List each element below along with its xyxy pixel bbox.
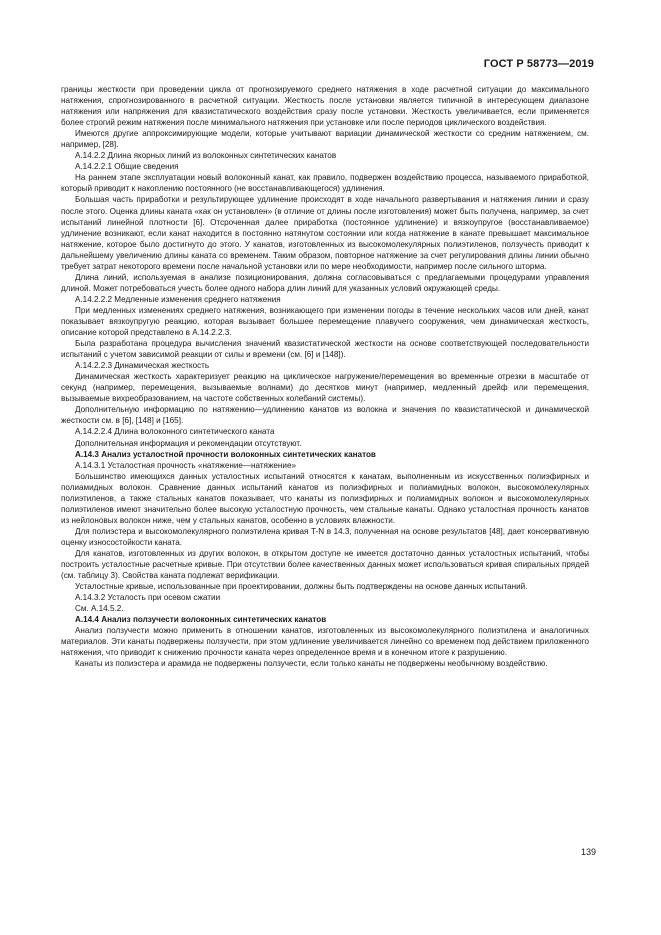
paragraph: А.14.2.2.1 Общие сведения — [75, 162, 179, 172]
paragraph: Имеются другие аппроксимирующие модели, которые учитывают вариации динамической жесткости со средним натяжением, см. например, [28]. — [61, 129, 589, 150]
paragraph: Была разработана процедура вычисления значений квазистатической жесткости на основе соответствующей последовательности испытаний с учетом зависимой реакции от силы и времени (см. [6] и [148]). — [61, 339, 589, 360]
section-heading: А.14.3 Анализ усталостной прочности волоконных синтетических канатов — [75, 449, 376, 459]
paragraph: Динамическая жесткость характеризует реакцию на циклическое нагружение/перемещения во временные отрезки в масштабе от секунд (например, перемещения, вызываемые волнами) до десятков минут (например, медленный дрейф или перемещения, вызываемые вихреобразованием, на частоте собственных колебаний системы). — [61, 372, 589, 404]
paragraph: А.14.2.2.2 Медленные изменения среднего натяжения — [75, 294, 281, 304]
section-heading: А.14.4 Анализ ползучести волоконных синтетических канатов — [75, 615, 327, 625]
paragraph: А.14.3.2 Усталость при осевом сжатии — [75, 593, 221, 603]
paragraph: А.14.2.2 Длина якорных линий из волоконных синтетических канатов — [75, 151, 337, 161]
paragraph: А.14.2.2.3 Динамическая жесткость — [75, 361, 210, 371]
paragraph: Длина линий, используемая в анализе позиционирования, должна согласовываться с предлагаемыми процедурами управления длиной. Может потребоваться учесть более одного набора длин линий для указанных условий окружающей среды. — [61, 272, 589, 293]
paragraph: Большинство имеющихся данных усталостных испытаний относятся к канатам, выполненным из искусственных полиэфирных и полиамидных волокон. Сравнение данных испытаний канатов из полиэфирных и полиамидных волокон, высокомолекулярных полиэтиленов, а также стальных канатов показывает, что канаты из полиэфирных и полиамидных волокон и высокомолекулярных полиэтиленов имеют значительно более высокую усталостную прочность, чем стальные канаты. Однако усталостная прочность канатов из нейлоновых волокон ниже, чем у стальных канатов, особенно в условиях влажности. — [61, 471, 589, 525]
paragraph: При медленных изменениях среднего натяжения, возникающего при изменении погоды в течение нескольких часов или дней, канат показывает вязкоупругую реакцию, которая вызывает большее перемещение плавучего сооружения, чем динамическая жесткость, описание которой представлено в А.14.2.2.3. — [61, 305, 589, 338]
paragraph: Анализ ползучести можно применить в отношении канатов, изготовленных из высокомолекулярного полиэтилена и аналогичных материалов. Эти канаты подвержены ползучести, при этом удлинение увеличивается линейно со временем под действием приложенного натяжения, что приводит к снижению прочности каната через определенное время и в конечном итоге к разрушению. — [61, 626, 589, 658]
paragraph: Большая часть приработки и результирующее удлинение происходят в ходе начального развертывания и натяжения линии и сразу после этого. Оценка длины каната «как он установлен» (в отличие от длины после изготовления) может быть получена, например, за счет испытаний линейной плотности [6]. Отсроченная далее приработка (постоянное удлинение) и вязкоупругое (восстанавливаемое) удлинение возникают, если канат находится в постоянно натянутом состоянии или когда натяжение в канате превышает максимальное натяжение, которое было достигнуто до этого. У канатов, изготовленных из высокомолекулярных полиэтиленов, ползучесть приводит к дальнейшему увеличению длины каната со временем. Таким образом, повторное натяжение за счет регулирования длины линии обычно требует затрат некоторого времени после начальной установки или по мере необходимости, например после сильного шторма. — [61, 195, 589, 271]
paragraph: Дополнительную информацию по натяжению—удлинению канатов из волокна и значения по квазистатической и динамической жесткости см. в [6], [148] и [165]. — [61, 405, 589, 426]
paragraph: Канаты из полиэстера и арамида не подвержены ползучести, если только канаты не подвержены необычному воздействию. — [75, 659, 548, 669]
document-body — [61, 84, 589, 669]
paragraph: границы жесткости при проведении цикла от прогнозируемого среднего натяжения в ходе расчетной ситуации до максимального натяжения, спрогнозированного в расчетной ситуации. Жесткость после установки является типичной в интересующем диапазоне натяжения или напряжения для квазистатического воздействия сразу после установки. Жесткость увеличивается, если применяется более строгий режим натяжения после минимального натяжения при установке или после периодов циклического воздействия. — [61, 85, 589, 128]
paragraph: Для канатов, изготовленных из других волокон, в открытом доступе не имеется достаточно данных усталостных испытаний, чтобы построить усталостные расчетные кривые. При отсутствии более качественных данных может использоваться кривая спиральных прядей (см. таблицу 3). Свойства каната подлежат верификации. — [61, 548, 589, 581]
document-standard-id: ГОСТ Р 58773—2019 — [483, 58, 594, 70]
paragraph: А.14.2.2.4 Длина волоконного синтетического каната — [75, 427, 275, 437]
paragraph: А.14.3.1 Усталостная прочность «натяжение—натяжение» — [75, 460, 296, 470]
page-number: 139 — [580, 847, 596, 857]
paragraph: Дополнительная информация и рекомендации отсутствуют. — [75, 438, 302, 448]
paragraph: Для полиэстера и высокомолекулярного полиэтилена кривая T-N в 14.3, полученная на основе результатов [48], дает консервативную оценку износостойкости каната. — [61, 526, 589, 547]
paragraph: Усталостные кривые, использованные при проектировании, должны быть подтверждены на основе данных испытаний. — [75, 582, 528, 592]
paragraph: На раннем этапе эксплуатации новый волоконный канат, как правило, подвержен воздействию процесса, называемого приработкой, который приводит к накоплению постоянного (не восстанавливающегося) удлинения. — [61, 173, 589, 194]
paragraph: См. А.14.5.2. — [75, 604, 124, 614]
